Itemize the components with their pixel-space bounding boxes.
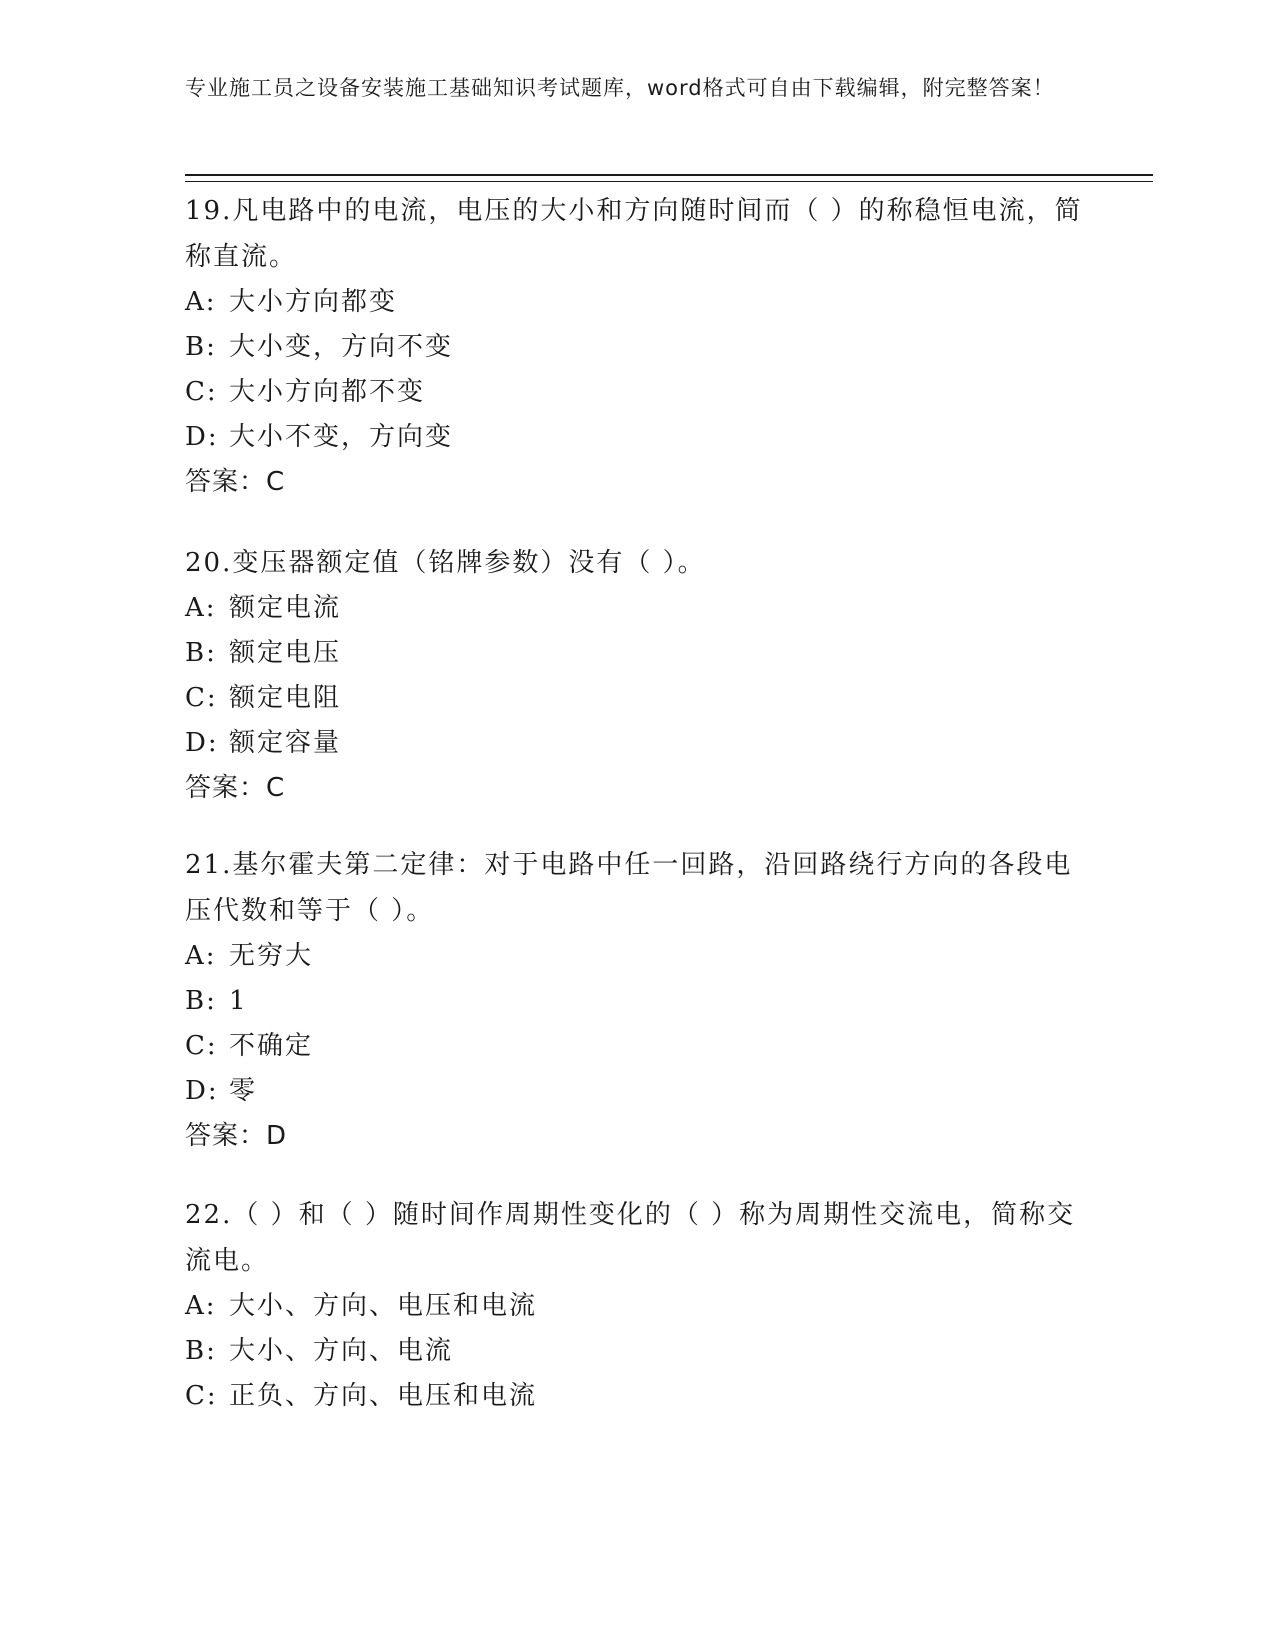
option-text: 大小方向都变	[229, 287, 398, 317]
option-text: 大小变，方向不变	[229, 332, 454, 362]
option-b	[185, 631, 1085, 676]
option-letter: A:	[185, 593, 217, 623]
option-text: 零	[229, 1076, 258, 1106]
option-a	[185, 280, 1085, 325]
option-d	[185, 415, 1085, 460]
option-b	[185, 325, 1085, 370]
option-text: 1	[229, 986, 248, 1016]
option-c	[185, 676, 1085, 721]
option-letter: B:	[185, 332, 217, 362]
option-c	[185, 1374, 1085, 1419]
option-d	[185, 721, 1085, 766]
option-letter: B:	[185, 1336, 217, 1366]
option-text: 大小方向都不变	[229, 377, 426, 407]
option-b	[185, 1329, 1085, 1374]
option-text: 大小不变，方向变	[229, 422, 454, 452]
option-text: 正负、方向、电压和电流	[229, 1381, 538, 1411]
question-19	[185, 188, 1085, 505]
option-letter: D:	[185, 1076, 219, 1106]
option-a	[185, 1284, 1085, 1329]
option-b	[185, 979, 1085, 1024]
option-a	[185, 586, 1085, 631]
option-text: 额定电阻	[229, 683, 342, 713]
answer-label: 答案：C	[185, 773, 286, 803]
option-text: 额定电压	[229, 638, 342, 668]
answer-label: 答案：D	[185, 1121, 288, 1151]
option-text: 大小、方向、电压和电流	[229, 1291, 538, 1321]
question-stem: 19.凡电路中的电流，电压的大小和方向随时间而（ ）的称稳恒电流，简称直流。	[185, 196, 1083, 272]
option-letter: C:	[185, 1381, 218, 1411]
option-text: 不确定	[229, 1031, 314, 1061]
option-letter: A:	[185, 1291, 217, 1321]
document-header: 专业施工员之设备安装施工基础知识考试题库，word格式可自由下载编辑，附完整答案！	[185, 76, 1055, 100]
option-letter: B:	[185, 986, 217, 1016]
option-c	[185, 370, 1085, 415]
option-letter: C:	[185, 377, 218, 407]
answer-label: 答案：C	[185, 467, 286, 497]
option-letter: A:	[185, 287, 217, 317]
option-text: 大小、方向、电流	[229, 1336, 454, 1366]
option-text: 额定电流	[229, 593, 342, 623]
option-letter: B:	[185, 638, 217, 668]
option-text: 无穷大	[229, 941, 314, 971]
question-22	[185, 1192, 1085, 1419]
option-letter: D:	[185, 728, 219, 758]
header-divider-thick	[185, 174, 1153, 176]
option-letter: A:	[185, 941, 217, 971]
option-a	[185, 934, 1085, 979]
option-letter: C:	[185, 683, 218, 713]
option-c	[185, 1024, 1085, 1069]
question-stem: 22.（ ）和（ ）随时间作周期性变化的（ ）称为周期性交流电，简称交流电。	[185, 1200, 1076, 1276]
question-21	[185, 842, 1085, 1159]
question-20	[185, 540, 1085, 811]
option-d	[185, 1069, 1085, 1114]
question-stem: 20.变压器额定值（铭牌参数）没有（ ）。	[185, 548, 706, 578]
option-text: 额定容量	[229, 728, 342, 758]
header-divider-thin	[185, 181, 1153, 182]
option-letter: D:	[185, 422, 219, 452]
option-letter: C:	[185, 1031, 218, 1061]
question-stem: 21.基尔霍夫第二定律：对于电路中任一回路，沿回路绕行方向的各段电压代数和等于（ ）。	[185, 850, 1073, 926]
